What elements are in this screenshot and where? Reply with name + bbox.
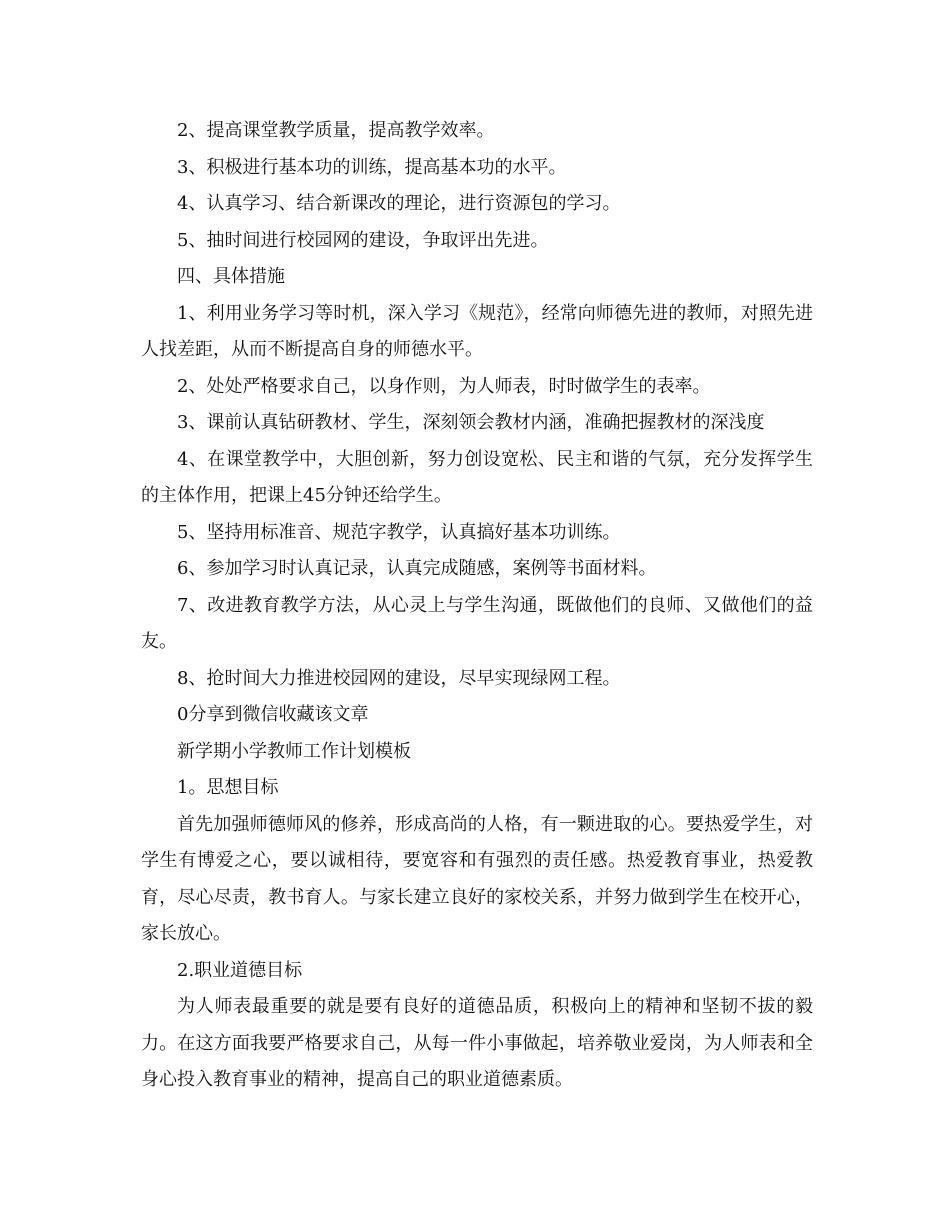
- paragraph-measure-5: 5、坚持用标准音、规范字教学，认真搞好基本功训练。: [177, 521, 621, 543]
- article-title: 新学期小学教师工作计划模板: [177, 740, 411, 762]
- paragraph-measure-7: 7、改进教育教学方法，从心灵上与学生沟通，既做他们的良师、又做他们的益友。: [141, 594, 813, 652]
- paragraph-measure-3: 3、课前认真钻研教材、学生，深刻领会教材内涵，准确把握教材的深浅度: [177, 412, 765, 433]
- paragraph-measure-6: 6、参加学习时认真记录，认真完成随感，案例等书面材料。: [177, 558, 657, 579]
- heading-ideology-goal: 1。思想目标: [177, 777, 279, 798]
- heading-ethics-goal: 2.职业道德目标: [177, 959, 303, 981]
- document-body: [141, 113, 813, 1099]
- paragraph-measure-8: 8、抢时间大力推进校园网的建设，尽早实现绿网工程。: [177, 667, 621, 689]
- paragraph-ideology: 首先加强师德师风的修养，形成高尚的人格，有一颗进取的心。要热爱学生，对学生有博爱之心，要以诚相待，要宽容和有强烈的责任感。热爱教育事业，热爱教育，尽心尽责，教书育人。与家长建立良好的家校关系，并努力做到学生在校开心，家长放心。: [141, 813, 813, 944]
- paragraph-goal-4: 4、认真学习、结合新课改的理论，进行资源包的学习。: [177, 193, 621, 214]
- share-line: 0分享到微信收藏该文章: [177, 704, 369, 725]
- paragraph-measure-2: 2、处处严格要求自己，以身作则，为人师表，时时做学生的表率。: [177, 375, 711, 397]
- paragraph-measure-1: 1、利用业务学习等时机，深入学习《规范》，经常向师德先进的教师，对照先进人找差距，从而不断提高自身的师德水平。: [141, 302, 813, 360]
- paragraph-goal-3: 3、积极进行基本功的训练，提高基本功的水平。: [177, 156, 567, 178]
- paragraph-ethics: 为人师表最重要的就是要有良好的道德品质，积极向上的精神和坚韧不拔的毅力。在这方面我要严格要求自己，从每一件小事做起，培养敬业爱岗，为人师表和全身心投入教育事业的精神，提高自己的职业道德素质。: [141, 996, 813, 1090]
- paragraph-measure-4: 4、在课堂教学中，大胆创新，努力创设宽松、民主和谐的气氛，充分发挥学生的主体作用，把课上45分钟还给学生。: [141, 448, 813, 506]
- paragraph-goal-2: 2、提高课堂教学质量，提高教学效率。: [177, 120, 495, 141]
- paragraph-goal-5: 5、抽时间进行校园网的建设，争取评出先进。: [177, 229, 549, 251]
- section-heading-measures: 四、具体措施: [177, 266, 285, 287]
